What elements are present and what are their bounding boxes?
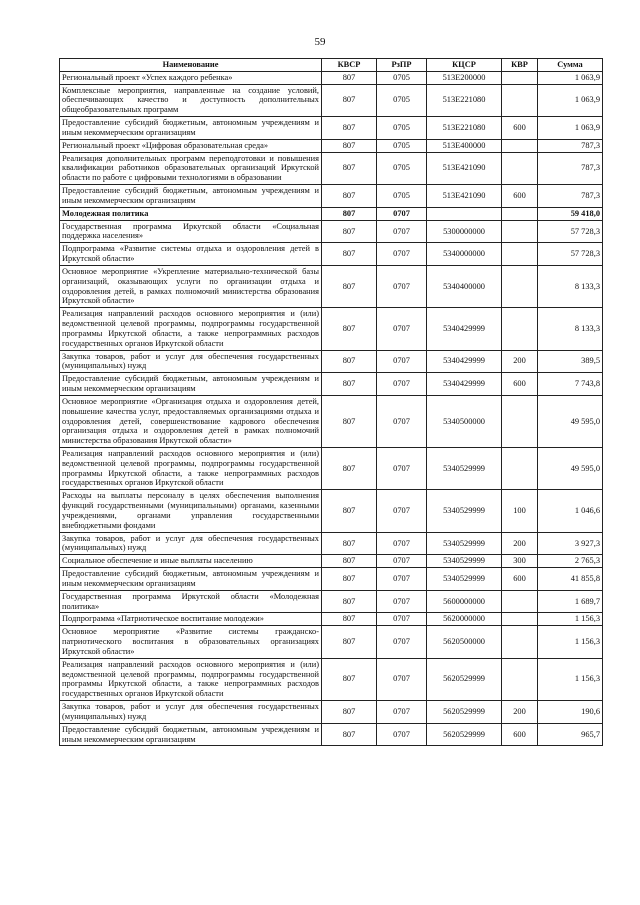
cell-name: Подпрограмма «Патриотическое воспитание молодежи»: [60, 613, 322, 626]
cell-rzpr: 0707: [377, 350, 427, 373]
cell-sum: 389,5: [538, 350, 603, 373]
table-header-row: [60, 59, 603, 72]
cell-kvsr: 807: [322, 555, 377, 568]
cell-kvsr: 807: [322, 613, 377, 626]
cell-kcsr: 513E421090: [427, 185, 502, 208]
cell-kvsr: 807: [322, 658, 377, 700]
cell-kcsr: 5340529999: [427, 532, 502, 555]
cell-sum: 2 765,3: [538, 555, 603, 568]
cell-kvsr: 807: [322, 532, 377, 555]
cell-kvsr: 807: [322, 84, 377, 116]
cell-sum: 1 156,3: [538, 613, 603, 626]
cell-rzpr: 0707: [377, 243, 427, 266]
cell-rzpr: 0707: [377, 555, 427, 568]
cell-sum: 190,6: [538, 701, 603, 724]
cell-kvr: [502, 71, 538, 84]
cell-rzpr: 0707: [377, 701, 427, 724]
cell-rzpr: 0707: [377, 590, 427, 613]
cell-kvsr: 807: [322, 395, 377, 447]
cell-sum: 787,3: [538, 139, 603, 152]
table-row: [60, 555, 603, 568]
cell-sum: 59 418,0: [538, 207, 603, 220]
header-kvr: КВР: [502, 59, 538, 72]
cell-name: Государственная программа Иркутской области «Молодежная политика»: [60, 590, 322, 613]
cell-sum: 8 133,3: [538, 265, 603, 307]
cell-rzpr: 0707: [377, 395, 427, 447]
cell-rzpr: 0705: [377, 84, 427, 116]
cell-sum: 1 156,3: [538, 626, 603, 658]
table-row: [60, 117, 603, 140]
table-row: [60, 613, 603, 626]
cell-kvr: [502, 447, 538, 489]
cell-kcsr: 5620529999: [427, 658, 502, 700]
cell-kvr: [502, 220, 538, 243]
cell-name: Региональный проект «Цифровая образовательная среда»: [60, 139, 322, 152]
table-row: [60, 185, 603, 208]
cell-kcsr: 5340400000: [427, 265, 502, 307]
cell-kvr: [502, 243, 538, 266]
cell-sum: 787,3: [538, 185, 603, 208]
table-row: [60, 71, 603, 84]
cell-rzpr: 0705: [377, 152, 427, 184]
cell-kvsr: 807: [322, 71, 377, 84]
cell-name: Региональный проект «Успех каждого ребенка»: [60, 71, 322, 84]
table-row: [60, 532, 603, 555]
cell-kvsr: 807: [322, 265, 377, 307]
cell-kcsr: 5340000000: [427, 243, 502, 266]
cell-name: Подпрограмма «Развитие системы отдыха и оздоровления детей в Иркутской области»: [60, 243, 322, 266]
cell-kcsr: 5620529999: [427, 723, 502, 746]
header-sum: Сумма: [538, 59, 603, 72]
cell-sum: 787,3: [538, 152, 603, 184]
cell-rzpr: 0707: [377, 373, 427, 396]
cell-kvr: 600: [502, 723, 538, 746]
cell-sum: 41 855,8: [538, 568, 603, 591]
cell-name: Реализация направлений расходов основного мероприятия и (или) ведомственной целевой программы, подпрограммы государственной программы Иркутской области, а также непрограммных расходов государственных органов Иркутской области: [60, 308, 322, 350]
cell-kvr: [502, 308, 538, 350]
header-kvsr: КВСР: [322, 59, 377, 72]
cell-kvsr: 807: [322, 373, 377, 396]
cell-kvr: [502, 207, 538, 220]
cell-rzpr: 0707: [377, 308, 427, 350]
cell-name: Расходы на выплаты персоналу в целях обеспечения выполнения функций государственными (муниципальными) органами, казенными учреждениями, органами управления государственными внебюджетными фондами: [60, 490, 322, 532]
cell-kvr: 600: [502, 185, 538, 208]
cell-kvsr: 807: [322, 447, 377, 489]
cell-sum: 3 927,3: [538, 532, 603, 555]
cell-sum: 57 728,3: [538, 220, 603, 243]
cell-rzpr: 0707: [377, 658, 427, 700]
cell-name: Молодежная политика: [60, 207, 322, 220]
table-row: [60, 447, 603, 489]
cell-kcsr: 5300000000: [427, 220, 502, 243]
table-row: [60, 152, 603, 184]
cell-sum: 7 743,8: [538, 373, 603, 396]
cell-name: Предоставление субсидий бюджетным, автономным учреждениям и иным некоммерческим организациям: [60, 185, 322, 208]
cell-kcsr: 5620500000: [427, 626, 502, 658]
cell-kvr: [502, 658, 538, 700]
cell-kvsr: 807: [322, 308, 377, 350]
cell-kcsr: 513E400000: [427, 139, 502, 152]
table-row: [60, 626, 603, 658]
cell-kvr: [502, 265, 538, 307]
cell-rzpr: 0707: [377, 265, 427, 307]
cell-kvr: 600: [502, 373, 538, 396]
cell-rzpr: 0707: [377, 613, 427, 626]
cell-kvsr: 807: [322, 568, 377, 591]
cell-sum: 965,7: [538, 723, 603, 746]
cell-rzpr: 0707: [377, 490, 427, 532]
cell-name: Закупка товаров, работ и услуг для обеспечения государственных (муниципальных) нужд: [60, 532, 322, 555]
cell-sum: 8 133,3: [538, 308, 603, 350]
cell-kcsr: 5620000000: [427, 613, 502, 626]
cell-kvsr: 807: [322, 490, 377, 532]
cell-rzpr: 0707: [377, 447, 427, 489]
cell-rzpr: 0705: [377, 139, 427, 152]
table-row: [60, 265, 603, 307]
table-row: [60, 590, 603, 613]
cell-kcsr: 5340429999: [427, 350, 502, 373]
table-row: [60, 220, 603, 243]
cell-kcsr: 5340429999: [427, 308, 502, 350]
cell-sum: 57 728,3: [538, 243, 603, 266]
cell-name: Государственная программа Иркутской области «Социальная поддержка населения»: [60, 220, 322, 243]
cell-sum: 1 063,9: [538, 84, 603, 116]
cell-name: Основное мероприятие «Укрепление материально-технической базы организаций, оказывающих услуги по организации отдыха и оздоровления детей, в рамках полномочий министерства образования Иркутской области»: [60, 265, 322, 307]
cell-kcsr: [427, 207, 502, 220]
cell-kcsr: 5340529999: [427, 568, 502, 591]
cell-name: Предоставление субсидий бюджетным, автономным учреждениям и иным некоммерческим организациям: [60, 117, 322, 140]
cell-kcsr: 5340529999: [427, 555, 502, 568]
cell-rzpr: 0707: [377, 220, 427, 243]
cell-kvr: [502, 613, 538, 626]
cell-kvr: 100: [502, 490, 538, 532]
cell-kvr: [502, 626, 538, 658]
cell-name: Реализация дополнительных программ переподготовки и повышения квалификации работников образовательных организаций Иркутской области по работе с цифровыми технологиями в образовании: [60, 152, 322, 184]
cell-kvr: 600: [502, 117, 538, 140]
cell-name: Комплексные мероприятия, направленные на создание условий, обеспечивающих качество и доступность дополнительных общеобразовательных программ: [60, 84, 322, 116]
cell-kvr: 200: [502, 350, 538, 373]
cell-kcsr: 513E221080: [427, 84, 502, 116]
cell-kvsr: 807: [322, 152, 377, 184]
cell-sum: 1 046,6: [538, 490, 603, 532]
table-row: [60, 373, 603, 396]
cell-rzpr: 0707: [377, 207, 427, 220]
cell-kvr: 300: [502, 555, 538, 568]
cell-kcsr: 513E221080: [427, 117, 502, 140]
cell-kvsr: 807: [322, 207, 377, 220]
cell-kvr: [502, 84, 538, 116]
cell-rzpr: 0707: [377, 532, 427, 555]
cell-name: Закупка товаров, работ и услуг для обеспечения государственных (муниципальных) нужд: [60, 701, 322, 724]
cell-rzpr: 0707: [377, 568, 427, 591]
cell-kvsr: 807: [322, 350, 377, 373]
table-row: [60, 139, 603, 152]
budget-table: [59, 58, 603, 746]
table-row: [60, 243, 603, 266]
cell-rzpr: 0707: [377, 723, 427, 746]
cell-kvsr: 807: [322, 701, 377, 724]
cell-sum: 1 063,9: [538, 71, 603, 84]
cell-kcsr: 513E421090: [427, 152, 502, 184]
cell-kvr: 200: [502, 701, 538, 724]
cell-name: Закупка товаров, работ и услуг для обеспечения государственных (муниципальных) нужд: [60, 350, 322, 373]
cell-sum: 49 595,0: [538, 447, 603, 489]
cell-rzpr: 0705: [377, 185, 427, 208]
cell-kvsr: 807: [322, 185, 377, 208]
table-row: [60, 490, 603, 532]
cell-name: Предоставление субсидий бюджетным, автономным учреждениям и иным некоммерческим организациям: [60, 723, 322, 746]
cell-name: Предоставление субсидий бюджетным, автономным учреждениям и иным некоммерческим организациям: [60, 373, 322, 396]
cell-kvr: [502, 395, 538, 447]
table-row: [60, 568, 603, 591]
cell-kvsr: 807: [322, 626, 377, 658]
table-row: [60, 308, 603, 350]
cell-rzpr: 0705: [377, 117, 427, 140]
cell-name: Реализация направлений расходов основного мероприятия и (или) ведомственной целевой программы, подпрограммы государственной программы Иркутской области, а также непрограммных расходов государственных органов Иркутской области: [60, 658, 322, 700]
cell-rzpr: 0705: [377, 71, 427, 84]
cell-kvsr: 807: [322, 243, 377, 266]
cell-kvr: [502, 152, 538, 184]
cell-kcsr: 5340500000: [427, 395, 502, 447]
cell-name: Предоставление субсидий бюджетным, автономным учреждениям и иным некоммерческим организациям: [60, 568, 322, 591]
cell-kvr: 600: [502, 568, 538, 591]
cell-name: Реализация направлений расходов основного мероприятия и (или) ведомственной целевой программы, подпрограммы государственной программы Иркутской области, а также непрограммных расходов государственных органов Иркутской области: [60, 447, 322, 489]
cell-sum: 49 595,0: [538, 395, 603, 447]
cell-sum: 1 063,9: [538, 117, 603, 140]
page-number: 59: [314, 36, 326, 48]
cell-kcsr: 513E200000: [427, 71, 502, 84]
table-row: [60, 658, 603, 700]
cell-kvsr: 807: [322, 139, 377, 152]
cell-name: Основное мероприятие «Развитие системы гражданско-патриотического воспитания в образовательных организациях Иркутской области»: [60, 626, 322, 658]
cell-kcsr: 5620529999: [427, 701, 502, 724]
cell-rzpr: 0707: [377, 626, 427, 658]
cell-name: Социальное обеспечение и иные выплаты населению: [60, 555, 322, 568]
cell-kvsr: 807: [322, 117, 377, 140]
header-rzpr: РзПР: [377, 59, 427, 72]
cell-kcsr: 5600000000: [427, 590, 502, 613]
table-body: [60, 71, 603, 746]
cell-sum: 1 689,7: [538, 590, 603, 613]
cell-kvr: [502, 139, 538, 152]
cell-kvsr: 807: [322, 590, 377, 613]
header-name: Наименование: [60, 59, 322, 72]
cell-kvr: 200: [502, 532, 538, 555]
cell-kcsr: 5340529999: [427, 490, 502, 532]
table-row: [60, 84, 603, 116]
cell-kvr: [502, 590, 538, 613]
table-row: [60, 723, 603, 746]
table-row: [60, 207, 603, 220]
cell-kvsr: 807: [322, 220, 377, 243]
cell-name: Основное мероприятие «Организация отдыха и оздоровления детей, повышение качества услуг, предоставляемых организациями отдыха и оздоровления детей, совершенствование кадрового обеспечения организация отдыха и оздоровления детей в рамках полномочий министерства образования Иркутской области»: [60, 395, 322, 447]
cell-kcsr: 5340429999: [427, 373, 502, 396]
cell-sum: 1 156,3: [538, 658, 603, 700]
table-row: [60, 701, 603, 724]
header-kcsr: КЦСР: [427, 59, 502, 72]
cell-kcsr: 5340529999: [427, 447, 502, 489]
table-row: [60, 350, 603, 373]
cell-kvsr: 807: [322, 723, 377, 746]
table-row: [60, 395, 603, 447]
